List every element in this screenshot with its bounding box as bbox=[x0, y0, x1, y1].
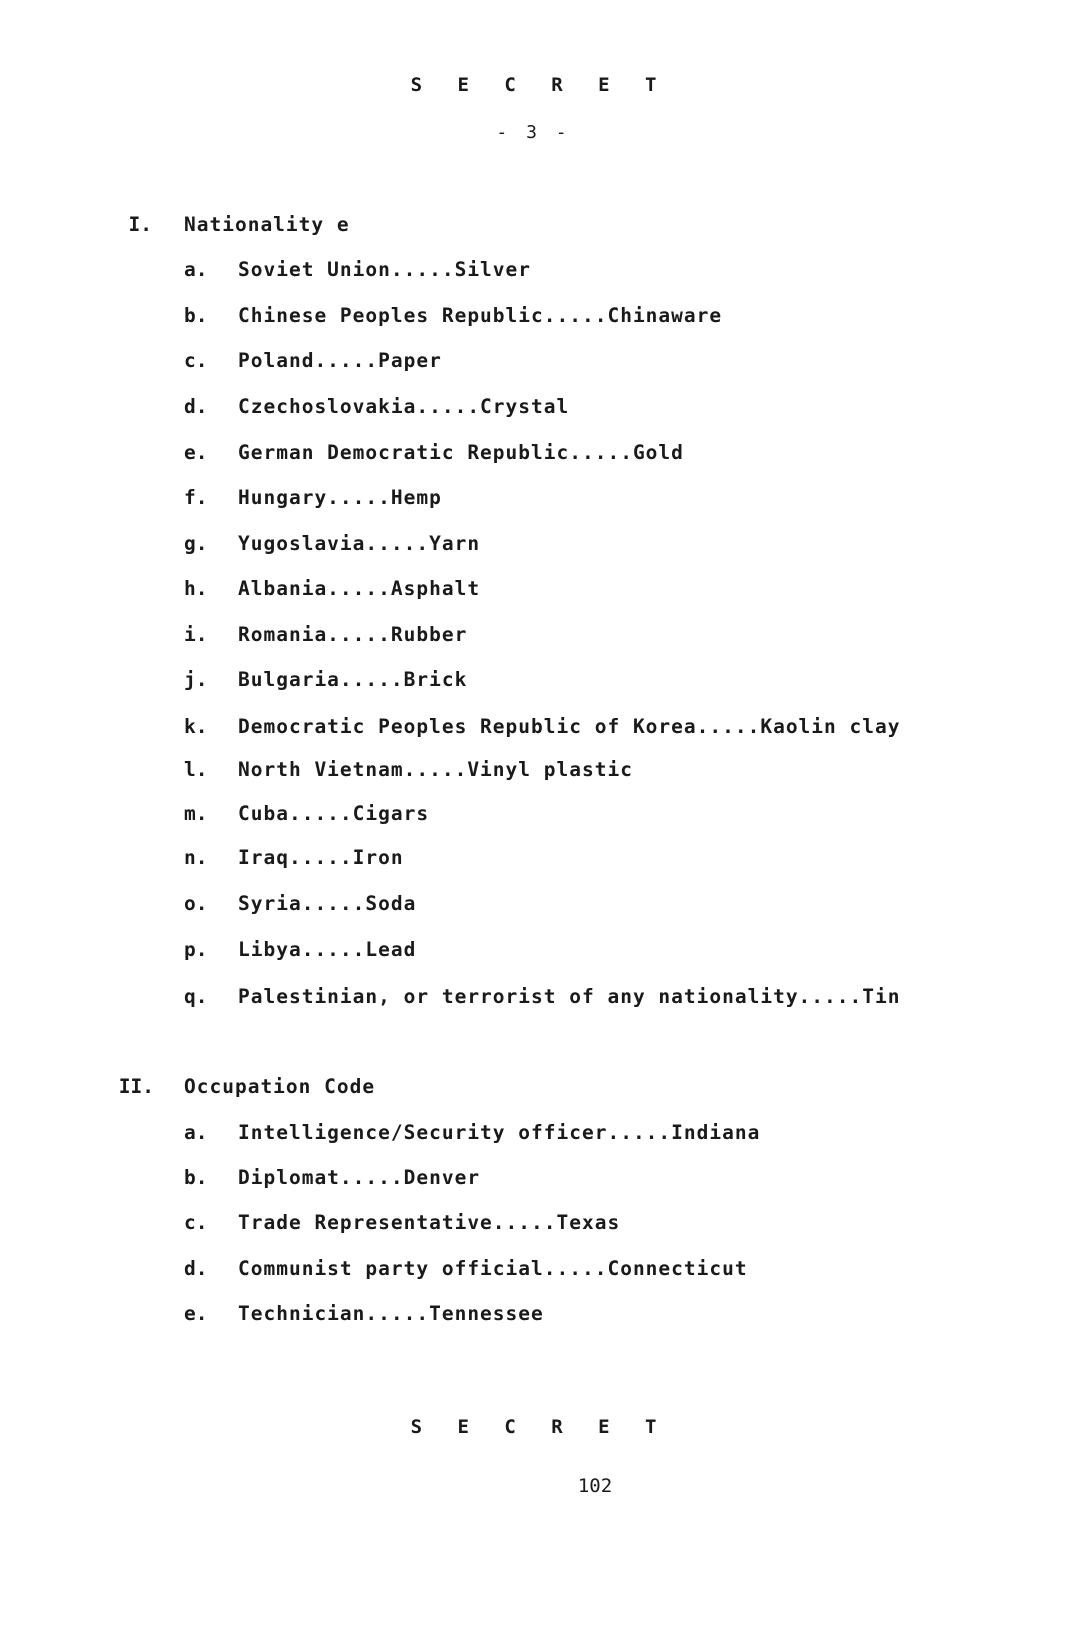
item-letter: e. bbox=[184, 441, 208, 464]
item-text: Iraq.....Iron bbox=[238, 846, 404, 869]
item-text: Syria.....Soda bbox=[238, 892, 417, 915]
list-item bbox=[0, 668, 1067, 694]
item-letter: q. bbox=[184, 985, 208, 1008]
item-letter: h. bbox=[184, 577, 208, 600]
item-letter: b. bbox=[184, 304, 208, 327]
item-letter: p. bbox=[184, 938, 208, 961]
item-letter: c. bbox=[184, 349, 208, 372]
list-item bbox=[0, 1211, 1067, 1237]
item-text: Trade Representative.....Texas bbox=[238, 1211, 621, 1234]
list-item bbox=[0, 758, 1067, 784]
list-item bbox=[0, 1257, 1067, 1283]
item-text: Chinese Peoples Republic.....Chinaware bbox=[238, 304, 723, 327]
item-letter: l. bbox=[184, 758, 208, 781]
list-item bbox=[0, 577, 1067, 603]
page-number: 102 bbox=[577, 1475, 613, 1497]
item-text: Democratic Peoples Republic of Korea.....Kaolin clay bbox=[238, 715, 901, 738]
list-item bbox=[0, 802, 1067, 828]
classification-footer: S E C R E T bbox=[410, 1416, 669, 1438]
item-text: German Democratic Republic.....Gold bbox=[238, 441, 684, 464]
list-item bbox=[0, 304, 1067, 330]
list-item bbox=[0, 258, 1067, 284]
item-letter: e. bbox=[184, 1302, 208, 1325]
section-number: II. bbox=[118, 1075, 154, 1098]
list-item bbox=[0, 1121, 1067, 1147]
item-text: Soviet Union.....Silver bbox=[238, 258, 532, 281]
list-item bbox=[0, 532, 1067, 558]
list-item bbox=[0, 938, 1067, 964]
item-text: Cuba.....Cigars bbox=[238, 802, 430, 825]
item-text: North Vietnam.....Vinyl plastic bbox=[238, 758, 633, 781]
item-text: Technician.....Tennessee bbox=[238, 1302, 544, 1325]
classification-header: S E C R E T bbox=[410, 74, 669, 96]
item-letter: i. bbox=[184, 623, 208, 646]
section-title: Occupation Code bbox=[184, 1075, 376, 1098]
item-text: Palestinian, or terrorist of any nationality.....Tin bbox=[238, 985, 901, 1008]
item-letter: d. bbox=[184, 1257, 208, 1280]
item-text: Hungary.....Hemp bbox=[238, 486, 442, 509]
item-text: Libya.....Lead bbox=[238, 938, 417, 961]
item-letter: g. bbox=[184, 532, 208, 555]
item-letter: o. bbox=[184, 892, 208, 915]
item-letter: f. bbox=[184, 486, 208, 509]
list-item bbox=[0, 486, 1067, 512]
item-text: Czechoslovakia.....Crystal bbox=[238, 395, 570, 418]
item-letter: k. bbox=[184, 715, 208, 738]
item-text: Intelligence/Security officer.....Indiana bbox=[238, 1121, 761, 1144]
list-item bbox=[0, 1166, 1067, 1192]
page-marker: - 3 - bbox=[496, 122, 571, 143]
list-item bbox=[0, 623, 1067, 649]
item-text: Yugoslavia.....Yarn bbox=[238, 532, 481, 555]
list-item bbox=[0, 441, 1067, 467]
section-number: I. bbox=[128, 213, 152, 236]
section-title: Nationality e bbox=[184, 213, 350, 236]
list-item bbox=[0, 892, 1067, 918]
list-item bbox=[0, 395, 1067, 421]
item-letter: b. bbox=[184, 1166, 208, 1189]
item-text: Poland.....Paper bbox=[238, 349, 442, 372]
list-item bbox=[0, 715, 1067, 741]
item-letter: d. bbox=[184, 395, 208, 418]
item-letter: a. bbox=[184, 1121, 208, 1144]
item-text: Bulgaria.....Brick bbox=[238, 668, 468, 691]
item-text: Romania.....Rubber bbox=[238, 623, 468, 646]
list-item bbox=[0, 846, 1067, 872]
item-text: Communist party official.....Connecticut bbox=[238, 1257, 748, 1280]
item-letter: a. bbox=[184, 258, 208, 281]
list-item bbox=[0, 349, 1067, 375]
item-letter: m. bbox=[184, 802, 208, 825]
item-letter: n. bbox=[184, 846, 208, 869]
item-letter: j. bbox=[184, 668, 208, 691]
item-text: Diplomat.....Denver bbox=[238, 1166, 481, 1189]
list-item bbox=[0, 1302, 1067, 1328]
list-item bbox=[0, 985, 1067, 1011]
item-letter: c. bbox=[184, 1211, 208, 1234]
item-text: Albania.....Asphalt bbox=[238, 577, 481, 600]
